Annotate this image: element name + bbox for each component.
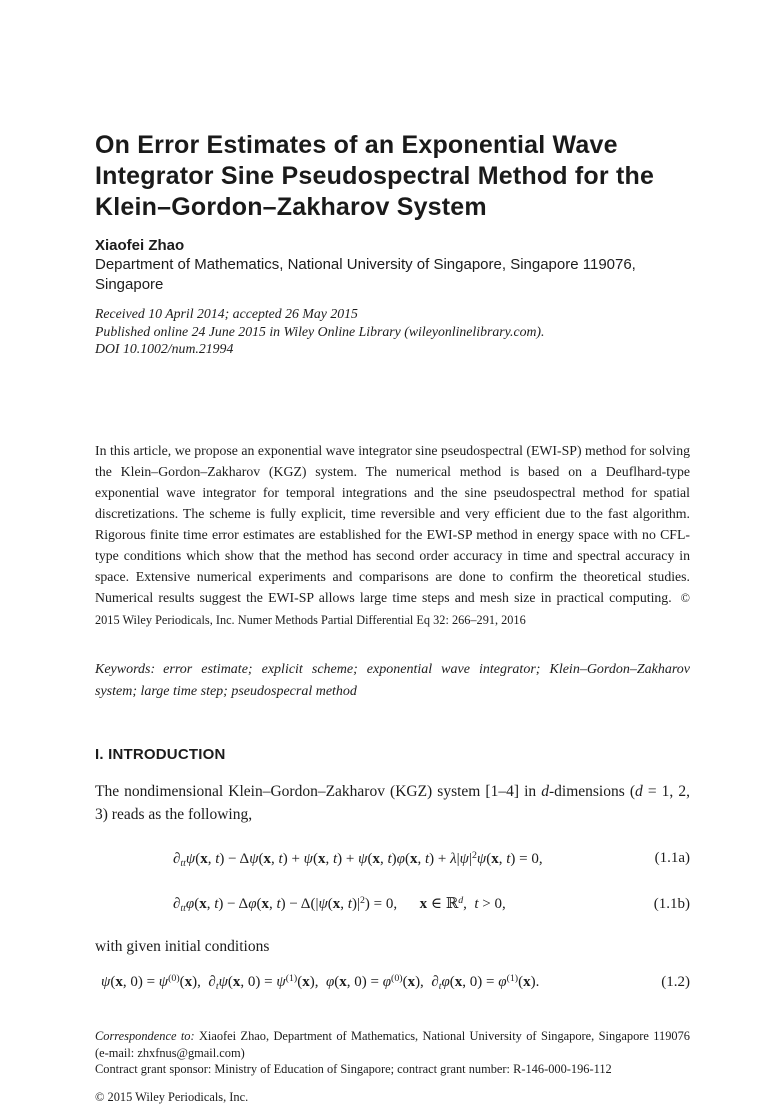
keywords-text: error estimate; explicit scheme; exponential wave integrator; Klein–Gordon–Zakharov system; large time step; pseudospecral method: [95, 661, 690, 699]
abstract: [95, 440, 690, 631]
equation-1-1b-number: (1.1b): [653, 896, 690, 913]
title-line-1: On Error Estimates of an Exponential Wave: [95, 131, 618, 159]
abstract-text: In this article, we propose an exponential wave integrator sine pseudospectral (EWI-SP) method for solving the Klein–Gordon–Zakharov (KGZ) system. The numerical method is based on a Deuflhard-type exponential wave integrator for temporal integrations and the sine pseudospectral method for spatial discretizations. The scheme is fully explicit, time reversible and very efficient due to the fast algorithm. Rigorous finite time error estimates are established for the EWI-SP method in energy space with no CFL-type conditions which show that the method has second order accuracy in time and spectral accuracy in space. Extensive numerical experiments and comparisons are done to confirm the theoretical studies. Numerical results suggest the EWI-SP allows large time steps and mesh size in practical computing.: [95, 442, 691, 605]
page-title: [95, 130, 690, 223]
footnotes: [95, 1028, 690, 1078]
title-line-3: Klein–Gordon–Zakharov System: [95, 193, 487, 221]
copyright-line: © 2015 Wiley Periodicals, Inc.: [95, 1089, 249, 1104]
initial-conditions-lead: with given initial conditions: [95, 938, 270, 956]
equation-1-2: [95, 969, 690, 997]
keywords: [95, 659, 690, 703]
published-online-line: Published online 24 June 2015 in Wiley Online Library (wileyonlinelibrary.com).: [95, 323, 545, 339]
equation-1-1a: [95, 846, 690, 874]
abstract-copyright: © 2015 Wiley Periodicals, Inc. Numer Methods Partial Differential Eq 32: 266–291, 2016: [95, 590, 690, 627]
equation-1-1a-number: (1.1a): [654, 850, 690, 867]
equation-1-2-number: (1.2): [661, 974, 690, 991]
publication-history: [95, 305, 690, 358]
title-line-2: Integrator Sine Pseudospectral Method for the: [95, 162, 655, 190]
footnote-contract-grant: Contract grant sponsor: Ministry of Education of Singapore; contract grant number: R-146-000-196-112: [95, 1062, 612, 1077]
intro-paragraph: The nondimensional Klein–Gordon–Zakharov (KGZ) system [1–4] in d-dimensions (d = 1, 2, 3) reads as the following,: [95, 782, 690, 823]
doi-line: DOI 10.1002/num.21994: [95, 341, 234, 356]
received-accepted-line: Received 10 April 2014; accepted 26 May 2015: [95, 306, 358, 321]
keywords-label: Keywords:: [95, 661, 156, 677]
equation-1-1b: [95, 891, 690, 919]
equation-1-1b-body: ∂ttφ(x, t) − Δφ(x, t) − Δ(|ψ(x, $t)|^2) = 0$, x ∈ ℝ$^d$, t > 0,: [173, 895, 506, 915]
author-name: Xiaofei Zhao: [95, 237, 185, 254]
author-affiliation: Department of Mathematics, National University of Singapore, Singapore 119076, Singapore: [95, 256, 636, 293]
equation-1-2-body: ψ(x, $0) = \psi^{(0)}(x)$, ∂tψ(x, $0) = \psi^{(1)}(x)$, φ(x, $0) = \varphi^{(0)}(x)$, ∂tφ(x, $0) = \varphi^{(1)}(x)$.: [101, 973, 540, 993]
equation-1-1a-body: ∂ttψ(x, t) − Δψ(x, t) + ψ(x, t) + ψ(x, t)φ(x, $t) + \lambda|\psi|^2\psi(x$, t) = 0,: [173, 849, 543, 869]
section-heading-introduction: I. INTRODUCTION: [95, 745, 226, 763]
footnote-correspondence: Correspondence to: Xiaofei Zhao, Department of Mathematics, National University of Singapore, Singapore 119076 (e-mail: zhxfnus@gmail.com): [95, 1029, 690, 1060]
